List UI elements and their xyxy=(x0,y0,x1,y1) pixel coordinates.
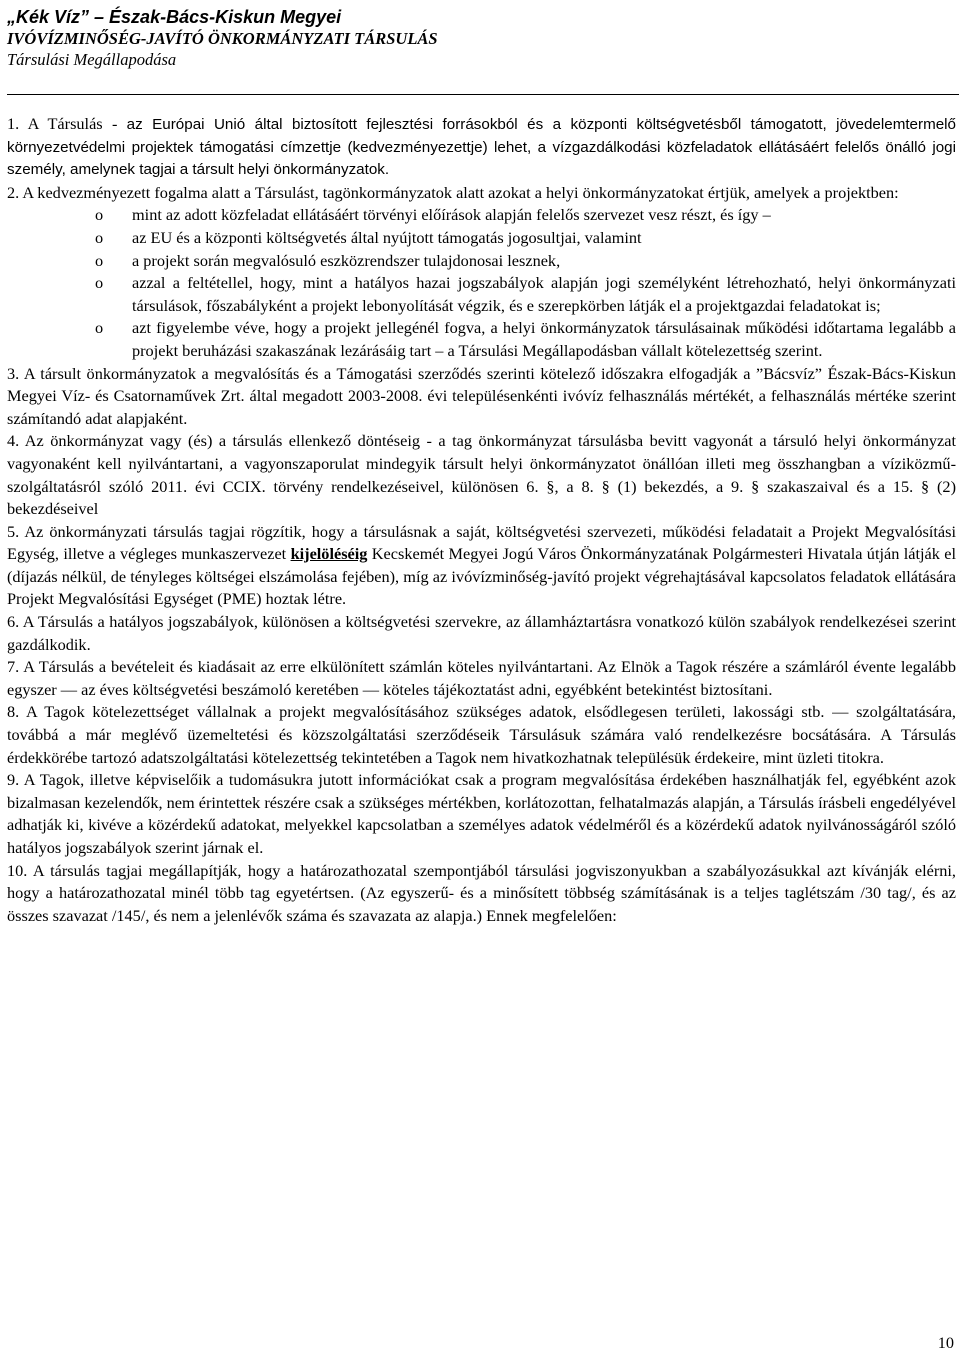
document-body xyxy=(7,113,956,927)
list-item-text: az EU és a központi költségvetés által nyújtott támogatás jogosultjai, valamint xyxy=(132,227,642,247)
list-item-text: azt figyelembe véve, hogy a projekt jellegénél fogva, a helyi önkormányzatok társulásainak működési időtartama legalább a projekt beruházási szakaszának lezárásáig tart – a Társulási Megállapodásban vállalt kötelezettség szerint. xyxy=(132,318,956,360)
bullet-icon: o xyxy=(95,273,104,293)
paragraph-2-list xyxy=(7,204,956,362)
list-item-text: a projekt során megvalósuló eszközrendszer tulajdonosai lesznek, xyxy=(132,250,561,270)
paragraph-1-lead: 1. A Társulás - xyxy=(7,114,127,133)
paragraph-2 xyxy=(7,182,956,205)
paragraph-7: 7. A Társulás a bevételeit és kiadásait az erre elkülönített számlán köteles nyilvántartani. Az Elnök a Tagok részére a számláról évente legalább egyszer — az éves költségvetési beszámoló keretében — köteles tájékoztatást adni, egyébként betekintést biztosítani. xyxy=(7,657,956,699)
paragraph-6: 6. A Társulás a hatályos jogszabályok, különösen a költségvetési szervekre, az államháztartásra vonatkozó külön szabályok rendelkezései szerint gazdálkodik. xyxy=(7,612,956,654)
underlined-term: kijelöléséig xyxy=(290,544,368,564)
list-item xyxy=(7,227,956,250)
list-item xyxy=(7,250,956,273)
paragraph-10: 10. A társulás tagjai megállapítják, hogy a határozathozatal szempontjából társulási jogviszonyukban a szabályozásukkal azt kívánják elérni, hogy a határozathozatal minél több tag egyetértsen. (Az egyszerű- és a minősített többség számításának is a teljes taglétszám /30 tag/, és az összes szavazat /145/, és nem a jelenlévők száma és szavazata az alapja.) Ennek megfelelően: xyxy=(7,860,956,925)
header-title: „Kék Víz” – Észak-Bács-Kiskun Megyei xyxy=(7,7,342,27)
paragraph-2-text: 2. A kedvezményezett fogalma alatt a Társulást, tagönkormányzatok alatt azokat a helyi önkormányzatokat értjük, amelyek a projektben: xyxy=(7,182,899,202)
page-number: 10 xyxy=(937,1333,954,1352)
paragraph-1-text: az Európai Unió által biztosított fejlesztési forrásokból és a központi költségvetésből támogatott, jövedelemtermelő környezetvédelmi projektek támogatási címzettje (kedvezményezettje) lehet, a vízgazdálkodási közfeladatok ellátásáért felelős önálló jogi személy, amelynek tagjai a társult helyi önkormányzatok. xyxy=(7,116,956,179)
paragraph-3: 3. A társult önkormányzatok a megvalósítás és a Támogatási szerződés szerinti kötelező időszakra elfogadják a ”Bácsvíz” Észak-Bács-Kiskun Megyei Víz- és Csatornaművek Zrt. által megadott 2003-2008. évi településenkénti ivóvíz felhasználás mértékét, a felhasználás mértéke szerint számítandó adat alapjaként. xyxy=(7,363,956,428)
paragraph-5 xyxy=(7,521,956,611)
header-divider xyxy=(7,94,959,95)
document-header xyxy=(7,6,959,70)
header-organization: IVÓVÍZMINŐSÉG-JAVÍTÓ ÖNKORMÁNYZATI TÁRSULÁS xyxy=(7,29,438,48)
list-item xyxy=(7,204,956,227)
paragraph-5-text-end: Kecskemét Megyei Jogú Város Önkormányzatának Polgármesteri Hivatala útján látják el (díjazás nélkül, de tényleges költségei elszámolása fejében), míg az ivóvízminőség-javító projekt végrehajtásával kapcsolatos feladatok ellátására Projekt Megvalósítási Egységet (PME) hoztak létre. xyxy=(7,544,957,609)
paragraph-4: 4. Az önkormányzat vagy (és) a társulás ellenkező döntéseig - a tag önkormányzat társulásba bevitt vagyonát a társuló helyi önkormányzat vagyonaként kell nyilvántartani, a vagyonszaporulat mindegyik társult helyi önkormányzatot önállóan illeti meg összhangban a víziközmű-szolgáltatásról szóló 2011. évi CCIX. törvény rendelkezéseivel, különösen 6. §, a 8. § (1) bekezdés, a 9. § szakaszaival és a 15. § (2) bekezdéseivel xyxy=(7,431,956,519)
header-subtitle: Társulási Megállapodása xyxy=(7,50,177,69)
list-item-text: mint az adott közfeladat ellátásáért törvényi előírások alapján felelős szervezet vesz részt, és így – xyxy=(132,205,771,225)
paragraph-8: 8. A Tagok kötelezettséget vállalnak a projekt megvalósításához szükséges adatok, elsődlegesen területi, lakossági stb. — szolgáltatására, továbbá a már meglévő üzemeltetési és közszolgáltatási szerződéseik Társulásuk számára való rendelkezésre bocsátására. A Társulás érdekkörébe tartozó adatszolgáltatási kötelezettség tekintetében a Tagok nem hivatkozhatnak településük érdekeire, mint üzleti titokra. xyxy=(7,702,956,767)
paragraph-9: 9. A Tagok, illetve képviselőik a tudomásukra jutott információkat csak a program megvalósítása érdekében használhatják fel, egyébként azok bizalmasan kezelendők, nem érintettek részére csak a szükséges mértékben, korlátozottan, felhatalmazás alapján, a Társulás írásbeli engedélyével adhatják ki, kivéve a közérdekű adatokat, melyekkel kapcsolatban a személyes adatok védelméről és a közérdekű adatok nyilvánosságáról szóló hatályos jogszabályok szerint járnak el. xyxy=(7,770,956,857)
bullet-icon: o xyxy=(95,250,104,270)
bullet-icon: o xyxy=(95,205,104,225)
bullet-icon: o xyxy=(95,318,104,338)
list-item-text: azzal a feltétellel, hogy, mint a hatályos hazai jogszabályok alapján jogi személyként létrehozható, helyi önkormányzati társulások, főszabályként a projekt lebonyolítását végzik, és e szerepkörben látják el a projektgazdai feladatokat is; xyxy=(132,273,956,315)
paragraph-5-text-start: 5. Az önkormányzati társulás tagjai rögzítik, hogy a társulásnak a saját, költségvetési szervezeti, működési feladatait a Projekt Megvalósítási Egység, illetve a végleges munkaszervezet xyxy=(7,521,956,564)
paragraph-1 xyxy=(7,113,956,182)
bullet-icon: o xyxy=(95,227,104,247)
list-item xyxy=(7,317,956,362)
list-item xyxy=(7,272,956,317)
